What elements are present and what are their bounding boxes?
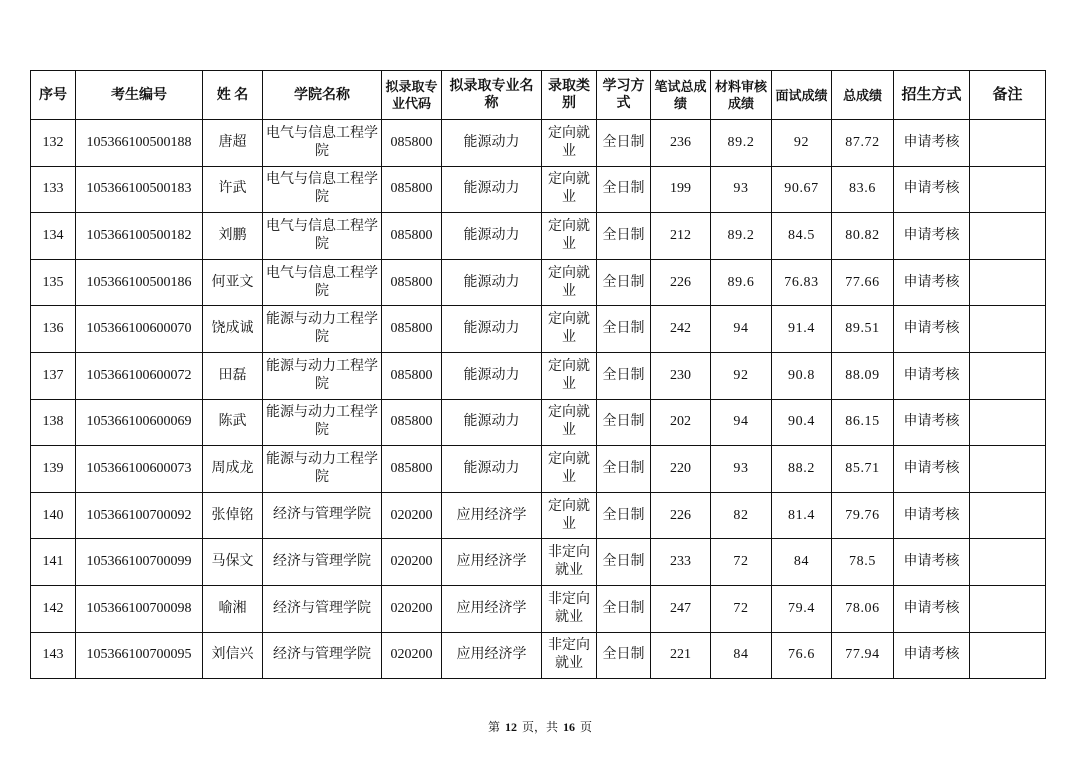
cell-interview-score: 90.67 (772, 166, 832, 213)
admission-type-text: 定向就业 (548, 498, 590, 532)
cell-candidate-id: 105366100500182 (76, 213, 203, 260)
table-row (31, 259, 1046, 306)
header-candidate-id: 考生编号 (76, 71, 203, 120)
college-text: 能源与动力工程学院 (266, 358, 378, 392)
cell-seq: 141 (31, 539, 76, 586)
cell-written-score: 202 (651, 399, 711, 446)
cell-admission-method: 申请考核 (894, 585, 970, 632)
cell-major-code: 085800 (382, 446, 442, 493)
cell-interview-score: 79.4 (772, 585, 832, 632)
table-row (31, 446, 1046, 493)
cell-study-mode: 全日制 (597, 166, 651, 213)
cell-total-score: 77.94 (832, 632, 894, 679)
total-pages-number: 16 (563, 720, 575, 734)
cell-admission-type (542, 539, 597, 586)
cell-seq: 140 (31, 492, 76, 539)
table-row (31, 306, 1046, 353)
cell-major-code: 020200 (382, 585, 442, 632)
page-footer (0, 719, 1080, 735)
cell-material-score: 84 (711, 632, 772, 679)
cell-remarks (970, 120, 1046, 167)
cell-written-score: 221 (651, 632, 711, 679)
cell-admission-method: 申请考核 (894, 213, 970, 260)
cell-seq: 132 (31, 120, 76, 167)
cell-material-score: 93 (711, 166, 772, 213)
cell-name: 马保文 (203, 539, 263, 586)
cell-candidate-id: 105366100600070 (76, 306, 203, 353)
cell-material-score: 82 (711, 492, 772, 539)
cell-study-mode: 全日制 (597, 492, 651, 539)
admission-type-text: 定向就业 (548, 405, 590, 439)
cell-candidate-id: 105366100600069 (76, 399, 203, 446)
cell-major-code: 085800 (382, 166, 442, 213)
cell-candidate-id: 105366100500183 (76, 166, 203, 213)
cell-major-name: 应用经济学 (442, 539, 542, 586)
cell-total-score: 89.51 (832, 306, 894, 353)
cell-major-name: 能源动力 (442, 213, 542, 260)
cell-admission-type (542, 259, 597, 306)
cell-college (263, 213, 382, 260)
header-material-score-text: 材料审核成绩 (715, 79, 768, 111)
cell-admission-method: 申请考核 (894, 632, 970, 679)
cell-admission-type (542, 213, 597, 260)
college-text: 能源与动力工程学院 (266, 312, 378, 346)
header-remarks: 备注 (970, 71, 1046, 120)
cell-major-name: 能源动力 (442, 120, 542, 167)
cell-major-name: 应用经济学 (442, 632, 542, 679)
cell-name: 陈武 (203, 399, 263, 446)
cell-college (263, 585, 382, 632)
cell-name: 何亚文 (203, 259, 263, 306)
header-study-mode-text: 学习方式 (602, 79, 645, 111)
cell-major-code: 020200 (382, 492, 442, 539)
cell-total-score: 85.71 (832, 446, 894, 493)
cell-seq: 139 (31, 446, 76, 493)
cell-admission-type (542, 120, 597, 167)
cell-remarks (970, 399, 1046, 446)
admission-type-text: 定向就业 (548, 312, 590, 346)
cell-candidate-id: 105366100500186 (76, 259, 203, 306)
cell-major-code: 085800 (382, 399, 442, 446)
cell-written-score: 220 (651, 446, 711, 493)
cell-admission-type (542, 166, 597, 213)
header-admission-type (542, 71, 597, 120)
header-admission-method: 招生方式 (894, 71, 970, 120)
cell-name: 许武 (203, 166, 263, 213)
table-row (31, 399, 1046, 446)
cell-study-mode: 全日制 (597, 306, 651, 353)
admission-table (30, 70, 1046, 679)
header-row (31, 71, 1046, 120)
cell-study-mode: 全日制 (597, 120, 651, 167)
cell-admission-method: 申请考核 (894, 539, 970, 586)
cell-total-score: 88.09 (832, 352, 894, 399)
cell-college (263, 492, 382, 539)
cell-material-score: 93 (711, 446, 772, 493)
page-label-prefix: 第 (487, 720, 500, 734)
table-row (31, 539, 1046, 586)
admission-type-text: 定向就业 (548, 451, 590, 485)
cell-interview-score: 84.5 (772, 213, 832, 260)
cell-candidate-id: 105366100700099 (76, 539, 203, 586)
cell-written-score: 247 (651, 585, 711, 632)
cell-remarks (970, 632, 1046, 679)
cell-interview-score: 81.4 (772, 492, 832, 539)
cell-name: 刘鹏 (203, 213, 263, 260)
cell-major-name: 能源动力 (442, 446, 542, 493)
cell-major-code: 085800 (382, 259, 442, 306)
page-label-suffix: 页 (580, 720, 593, 734)
current-page-number: 12 (504, 720, 517, 734)
table-header (31, 71, 1046, 120)
cell-study-mode: 全日制 (597, 446, 651, 493)
cell-interview-score: 76.83 (772, 259, 832, 306)
cell-major-code: 085800 (382, 352, 442, 399)
cell-candidate-id: 105366100600072 (76, 352, 203, 399)
cell-major-code: 085800 (382, 306, 442, 353)
cell-seq: 143 (31, 632, 76, 679)
college-text: 经济与管理学院 (273, 647, 371, 663)
header-total-score: 总成绩 (832, 71, 894, 120)
cell-candidate-id: 105366100700098 (76, 585, 203, 632)
header-major-code (382, 71, 442, 120)
table-row (31, 632, 1046, 679)
cell-total-score: 87.72 (832, 120, 894, 167)
cell-seq: 133 (31, 166, 76, 213)
cell-remarks (970, 259, 1046, 306)
table-row (31, 352, 1046, 399)
cell-name: 刘信兴 (203, 632, 263, 679)
college-text: 电气与信息工程学院 (266, 218, 378, 252)
cell-name: 田磊 (203, 352, 263, 399)
cell-admission-type (542, 446, 597, 493)
cell-candidate-id: 105366100600073 (76, 446, 203, 493)
cell-written-score: 212 (651, 213, 711, 260)
cell-study-mode: 全日制 (597, 632, 651, 679)
admission-type-text: 非定向就业 (548, 638, 590, 672)
cell-interview-score: 90.4 (772, 399, 832, 446)
cell-admission-type (542, 352, 597, 399)
cell-written-score: 226 (651, 259, 711, 306)
table-row (31, 120, 1046, 167)
cell-college (263, 399, 382, 446)
cell-material-score: 72 (711, 539, 772, 586)
cell-college (263, 539, 382, 586)
header-major-code-text: 拟录取专业代码 (385, 79, 438, 111)
cell-interview-score: 76.6 (772, 632, 832, 679)
header-name: 姓 名 (203, 71, 263, 120)
cell-college (263, 120, 382, 167)
cell-admission-method: 申请考核 (894, 399, 970, 446)
cell-college (263, 259, 382, 306)
cell-material-score: 94 (711, 399, 772, 446)
cell-study-mode: 全日制 (597, 399, 651, 446)
cell-name: 张倬铭 (203, 492, 263, 539)
cell-admission-method: 申请考核 (894, 492, 970, 539)
cell-total-score: 86.15 (832, 399, 894, 446)
college-text: 经济与管理学院 (273, 600, 371, 616)
cell-total-score: 83.6 (832, 166, 894, 213)
cell-candidate-id: 105366100500188 (76, 120, 203, 167)
cell-major-name: 能源动力 (442, 352, 542, 399)
admission-type-text: 非定向就业 (548, 545, 590, 579)
college-text: 经济与管理学院 (273, 507, 371, 523)
admission-type-text: 定向就业 (548, 172, 590, 206)
cell-college (263, 166, 382, 213)
table-row (31, 213, 1046, 260)
cell-name: 周成龙 (203, 446, 263, 493)
cell-remarks (970, 585, 1046, 632)
header-material-score (711, 71, 772, 120)
college-text: 电气与信息工程学院 (266, 265, 378, 299)
cell-seq: 135 (31, 259, 76, 306)
cell-remarks (970, 213, 1046, 260)
college-text: 经济与管理学院 (273, 554, 371, 570)
cell-written-score: 242 (651, 306, 711, 353)
cell-written-score: 233 (651, 539, 711, 586)
cell-total-score: 80.82 (832, 213, 894, 260)
cell-admission-method: 申请考核 (894, 166, 970, 213)
cell-interview-score: 90.8 (772, 352, 832, 399)
cell-major-name: 应用经济学 (442, 492, 542, 539)
cell-college (263, 446, 382, 493)
cell-college (263, 352, 382, 399)
admission-type-text: 非定向就业 (548, 591, 590, 625)
cell-total-score: 79.76 (832, 492, 894, 539)
cell-major-name: 应用经济学 (442, 585, 542, 632)
cell-major-name: 能源动力 (442, 399, 542, 446)
cell-interview-score: 91.4 (772, 306, 832, 353)
cell-remarks (970, 306, 1046, 353)
table-body (31, 120, 1046, 679)
cell-admission-method: 申请考核 (894, 259, 970, 306)
cell-major-name: 能源动力 (442, 306, 542, 353)
cell-material-score: 94 (711, 306, 772, 353)
cell-admission-method: 申请考核 (894, 352, 970, 399)
table-row (31, 166, 1046, 213)
cell-admission-type (542, 306, 597, 353)
cell-seq: 134 (31, 213, 76, 260)
college-text: 能源与动力工程学院 (266, 451, 378, 485)
cell-major-code: 020200 (382, 539, 442, 586)
cell-admission-method: 申请考核 (894, 306, 970, 353)
admission-type-text: 定向就业 (548, 358, 590, 392)
college-text: 电气与信息工程学院 (266, 125, 378, 159)
cell-written-score: 199 (651, 166, 711, 213)
cell-material-score: 72 (711, 585, 772, 632)
cell-material-score: 89.6 (711, 259, 772, 306)
cell-admission-type (542, 585, 597, 632)
cell-seq: 138 (31, 399, 76, 446)
college-text: 电气与信息工程学院 (266, 172, 378, 206)
cell-major-name: 能源动力 (442, 259, 542, 306)
cell-major-code: 020200 (382, 632, 442, 679)
cell-name: 喻湘 (203, 585, 263, 632)
cell-study-mode: 全日制 (597, 259, 651, 306)
cell-study-mode: 全日制 (597, 213, 651, 260)
header-major-name (442, 71, 542, 120)
cell-seq: 142 (31, 585, 76, 632)
cell-total-score: 78.5 (832, 539, 894, 586)
header-written-score (651, 71, 711, 120)
header-major-name-text: 拟录取专业名称 (449, 79, 534, 111)
cell-remarks (970, 352, 1046, 399)
cell-remarks (970, 166, 1046, 213)
header-seq: 序号 (31, 71, 76, 120)
cell-name: 饶成诚 (203, 306, 263, 353)
cell-written-score: 236 (651, 120, 711, 167)
cell-seq: 137 (31, 352, 76, 399)
header-admission-type-text: 录取类别 (548, 79, 590, 111)
cell-material-score: 92 (711, 352, 772, 399)
cell-study-mode: 全日制 (597, 352, 651, 399)
cell-seq: 136 (31, 306, 76, 353)
admission-type-text: 定向就业 (548, 218, 590, 252)
cell-admission-method: 申请考核 (894, 120, 970, 167)
cell-written-score: 230 (651, 352, 711, 399)
cell-material-score: 89.2 (711, 120, 772, 167)
header-interview-score: 面试成绩 (772, 71, 832, 120)
cell-written-score: 226 (651, 492, 711, 539)
cell-candidate-id: 105366100700095 (76, 632, 203, 679)
cell-college (263, 632, 382, 679)
cell-candidate-id: 105366100700092 (76, 492, 203, 539)
cell-total-score: 78.06 (832, 585, 894, 632)
header-study-mode (597, 71, 651, 120)
cell-total-score: 77.66 (832, 259, 894, 306)
cell-interview-score: 92 (772, 120, 832, 167)
cell-admission-type (542, 399, 597, 446)
cell-name: 唐超 (203, 120, 263, 167)
cell-remarks (970, 539, 1046, 586)
admission-type-text: 定向就业 (548, 265, 590, 299)
cell-major-code: 085800 (382, 213, 442, 260)
header-written-score-text: 笔试总成绩 (654, 79, 707, 111)
admission-type-text: 定向就业 (548, 125, 590, 159)
cell-remarks (970, 492, 1046, 539)
header-college: 学院名称 (263, 71, 382, 120)
cell-interview-score: 84 (772, 539, 832, 586)
cell-material-score: 89.2 (711, 213, 772, 260)
cell-interview-score: 88.2 (772, 446, 832, 493)
cell-major-code: 085800 (382, 120, 442, 167)
cell-study-mode: 全日制 (597, 539, 651, 586)
cell-admission-type (542, 632, 597, 679)
cell-college (263, 306, 382, 353)
cell-study-mode: 全日制 (597, 585, 651, 632)
cell-admission-method: 申请考核 (894, 446, 970, 493)
table-row (31, 585, 1046, 632)
cell-admission-type (542, 492, 597, 539)
college-text: 能源与动力工程学院 (266, 405, 378, 439)
page-label-middle: 页，共 (521, 720, 558, 734)
cell-remarks (970, 446, 1046, 493)
cell-major-name: 能源动力 (442, 166, 542, 213)
table-row (31, 492, 1046, 539)
